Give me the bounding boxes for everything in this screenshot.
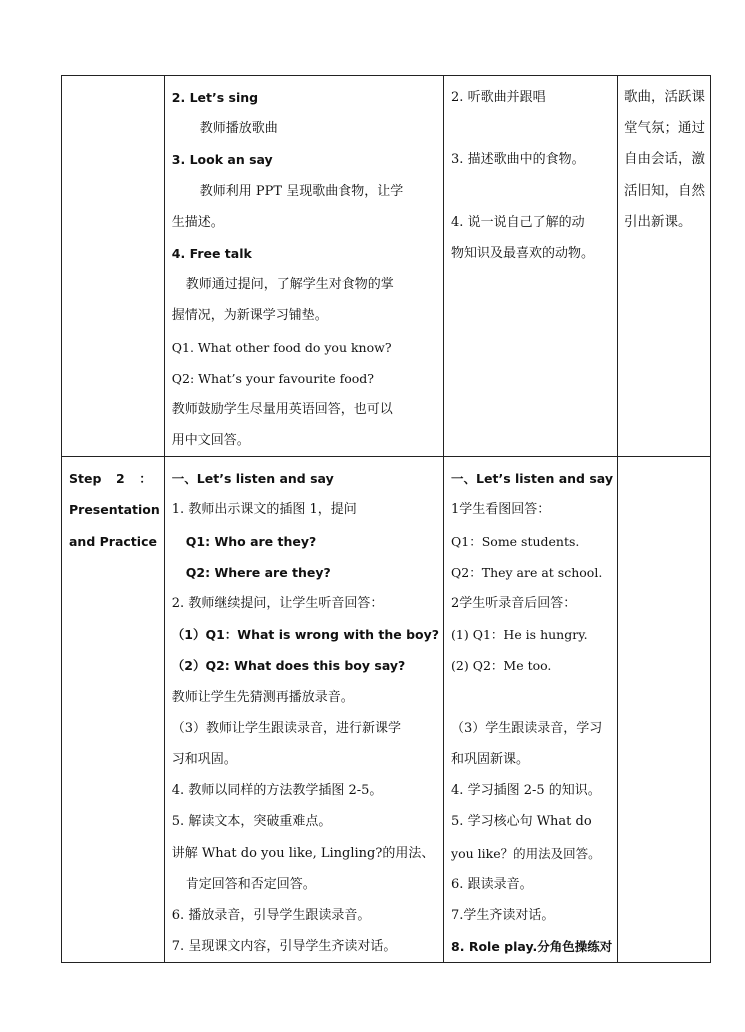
text-line: 7.学生齐读对话。 [451, 907, 555, 923]
text-line: you like？的用法及回答。 [451, 845, 601, 861]
text-line: 用中文回答。 [171, 433, 250, 449]
teacher-activity-cell [164, 457, 443, 963]
text-line: 3. 描述歌曲中的食物。 [451, 152, 585, 168]
section-heading: 一、Let’s listen and say [171, 471, 334, 487]
text-line: Q2：They are at school. [451, 564, 603, 580]
text-line: 教师鼓励学生尽量用英语回答，也可以 [171, 401, 393, 417]
text-line: 2. 教师继续提问，让学生听音回答： [171, 596, 384, 611]
text-line: 6. 跟读录音。 [451, 876, 533, 892]
text-line: 4. 说一说自己了解的动 [451, 214, 585, 230]
text-line: 生描述。 [171, 214, 224, 230]
text-line: 4. 学习插图 2-5 的知识。 [451, 783, 601, 799]
table-row [62, 76, 711, 457]
text-line: （3）学生跟读录音，学习 [451, 720, 603, 736]
text-line: 活旧知，自然 [623, 182, 705, 199]
text-line: Q1：Some students. [451, 533, 580, 549]
step-title: Presentation [69, 502, 160, 518]
text-line: 教师播放歌曲 [199, 121, 278, 137]
text-line: 6. 播放录音，引导学生跟读录音。 [171, 907, 371, 923]
text-line: (2) Q2：Me too. [451, 658, 552, 674]
text-line: 习和巩固。 [171, 751, 237, 767]
lesson-plan-table [61, 75, 711, 963]
text-line: 歌曲，活跃课 [623, 89, 705, 105]
student-activity-cell [444, 76, 618, 457]
section-heading: 2. Let’s sing [171, 90, 259, 105]
teacher-activity-cell [164, 76, 443, 457]
text-line: 8. Role play.分角色操练对 [451, 939, 613, 955]
text-line: 堂气氛；通过 [623, 120, 705, 137]
purpose-cell [617, 76, 710, 457]
text-line: 1. 教师出示课文的插图 1，提问 [171, 502, 357, 518]
text-line: 讲解 What do you like, Lingling?的用法、 [171, 845, 435, 861]
text-line: （1）Q1：What is wrong with the boy? [171, 627, 440, 643]
text-line: 握情况，为新课学习铺垫。 [171, 308, 328, 324]
student-activity-cell [444, 457, 618, 963]
text-line: Q1: Who are they? [185, 533, 317, 549]
text-line: Q1. What other food do you know? [171, 339, 392, 355]
text-line: Q2: What’s your favourite food? [171, 370, 374, 386]
text-line: 和巩固新课。 [451, 751, 530, 767]
text-line: 1学生看图回答： [451, 502, 551, 518]
text-line: 自由会话，激 [623, 151, 705, 168]
text-line [451, 682, 613, 713]
step-cell [62, 457, 165, 963]
text-line: 教师让学生先猜测再播放录音。 [171, 689, 354, 705]
step-label [69, 463, 160, 494]
section-heading: 4. Free talk [171, 245, 252, 261]
text-line: 教师通过提问，了解学生对食物的掌 [185, 277, 394, 293]
step-cell [62, 76, 165, 457]
text-line: 2学生听录音后回答： [451, 596, 577, 611]
text-line: （3）教师让学生跟读录音，进行新课学 [171, 720, 402, 736]
section-heading: 一、Let’s listen and say [451, 471, 613, 487]
text-line: 物知识及最喜欢的动物。 [451, 245, 595, 261]
text-line: 4. 教师以同样的方法教学插图 2-5。 [171, 783, 383, 799]
section-heading: 3. Look an say [171, 152, 273, 168]
text-line: Q2: Where are they? [185, 564, 331, 580]
text-line: 引出新课。 [623, 213, 692, 230]
text-line: 5. 学习核心句 What do [451, 814, 592, 830]
text-line [451, 176, 613, 207]
step-colon: ： [139, 471, 152, 487]
text-line: 肯定回答和否定回答。 [185, 876, 316, 892]
text-line: 教师利用 PPT 呈现歌曲食物，让学 [199, 183, 404, 199]
text-line: 5. 解读文本，突破重难点。 [171, 814, 332, 830]
table-row [62, 457, 711, 963]
purpose-cell [617, 457, 710, 963]
text-line: (1) Q1：He is hungry. [451, 627, 588, 643]
text-line [451, 113, 613, 144]
step-number: 2 [115, 471, 125, 487]
text-line: 7. 呈现课文内容，引导学生齐读对话。 [171, 939, 397, 955]
text-line: 2. 听歌曲并跟唱 [451, 90, 546, 105]
step-title: and Practice [69, 533, 157, 549]
step-word: Step [69, 471, 102, 487]
text-line: （2）Q2: What does this boy say? [171, 658, 406, 674]
